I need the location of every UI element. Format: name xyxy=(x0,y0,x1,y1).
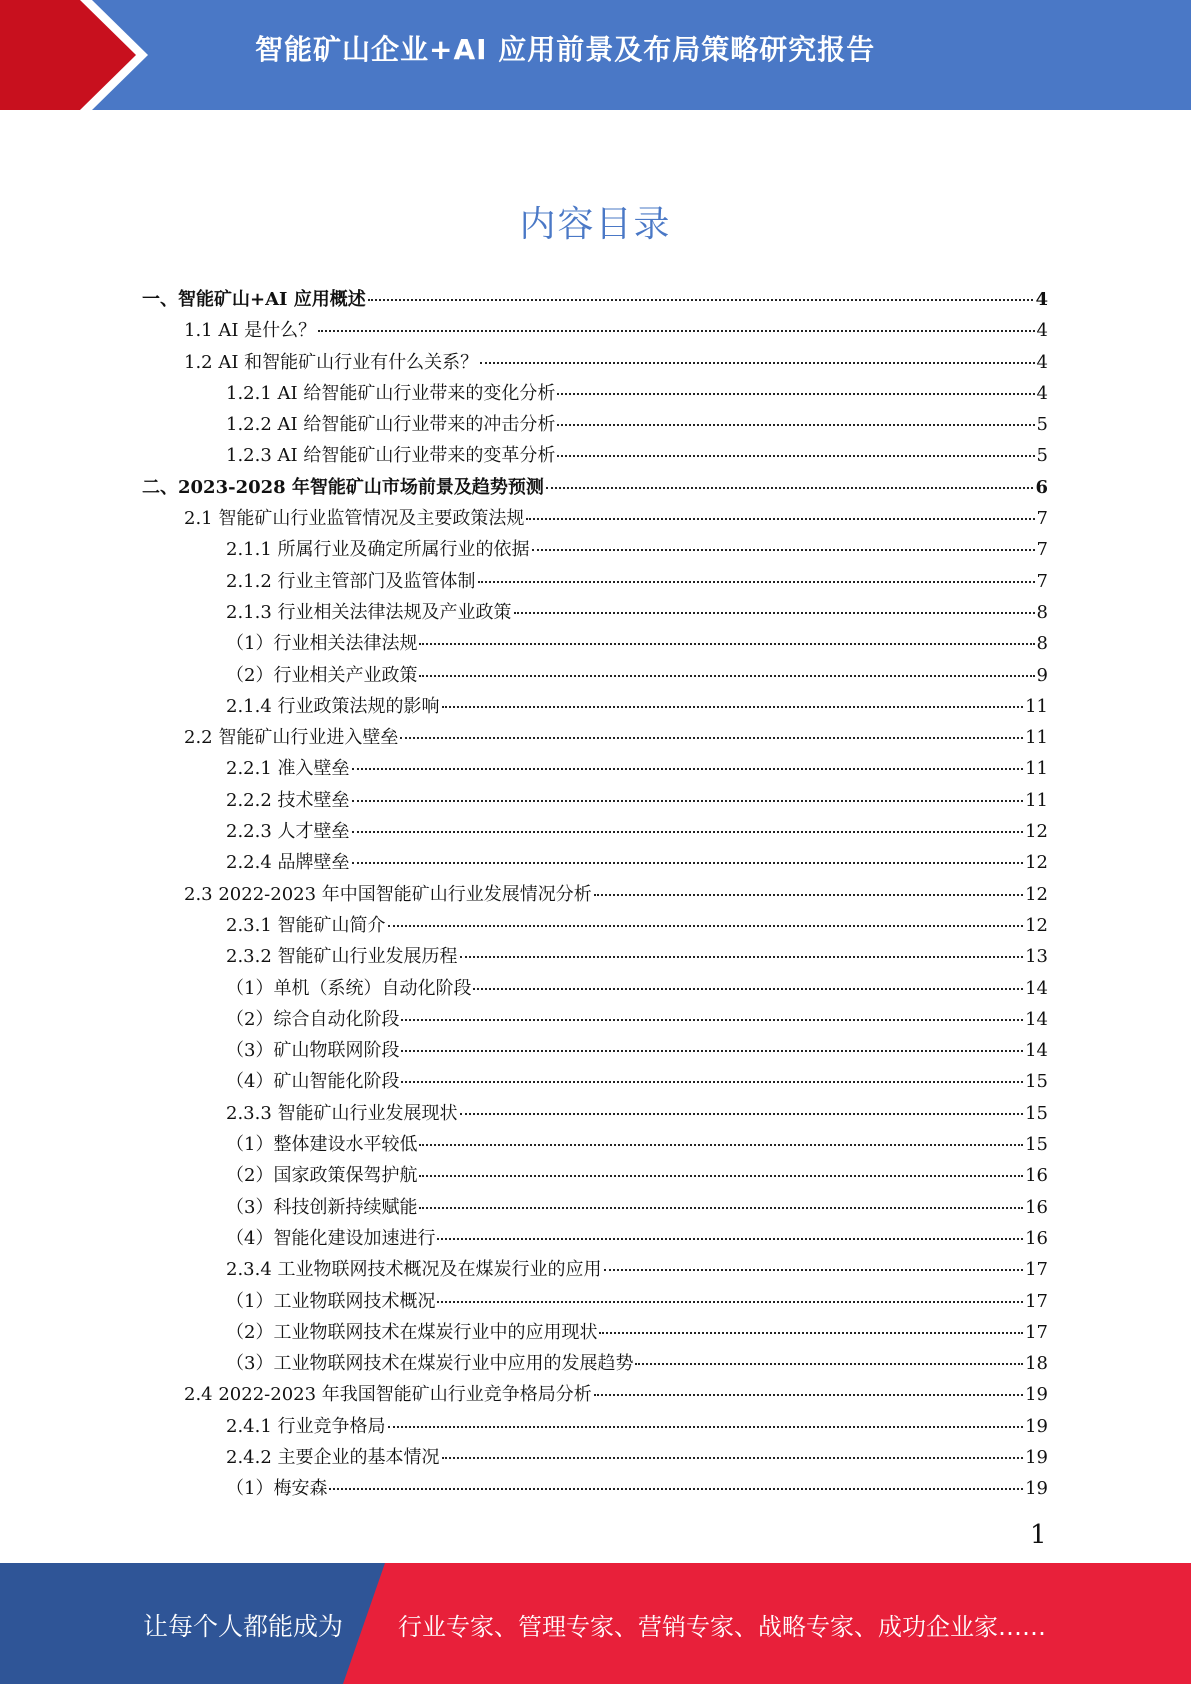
toc-entry-label: 1.2.1 AI 给智能矿山行业带来的变化分析 xyxy=(226,382,556,404)
toc-dot-leader xyxy=(419,1175,1023,1177)
toc-dot-leader xyxy=(557,393,1034,395)
toc-entry-label: （4）智能化建设加速进行 xyxy=(226,1227,436,1249)
toc-dot-leader xyxy=(401,1081,1023,1083)
toc-entry-label: （4）矿山智能化阶段 xyxy=(226,1071,400,1093)
toc-entry-label: 2.3.2 智能矿山行业发展历程 xyxy=(226,946,458,968)
toc-entry[interactable] xyxy=(142,754,1048,785)
toc-dot-leader xyxy=(532,549,1035,551)
toc-entry-page: 12 xyxy=(1025,821,1048,843)
toc-entry-label: （2）综合自动化阶段 xyxy=(226,1008,400,1030)
toc-entry-page: 9 xyxy=(1036,664,1048,686)
toc-entry[interactable] xyxy=(142,942,1048,973)
toc-dot-leader xyxy=(594,894,1023,896)
toc-title: 内容目录 xyxy=(519,204,672,245)
toc-entry-page: 8 xyxy=(1036,633,1048,655)
toc-entry-label: 1.2.2 AI 给智能矿山行业带来的冲击分析 xyxy=(226,414,556,436)
toc-entry-page: 6 xyxy=(1035,476,1048,498)
toc-entry-page: 4 xyxy=(1036,351,1048,373)
toc-entry[interactable] xyxy=(142,1380,1048,1411)
toc-dot-leader xyxy=(352,831,1024,833)
toc-entry[interactable] xyxy=(142,379,1048,410)
toc-entry-label: （2）国家政策保驾护航 xyxy=(226,1165,418,1187)
toc-dot-leader xyxy=(473,988,1023,990)
toc-entry-label: 2.1.4 行业政策法规的影响 xyxy=(226,695,440,717)
page-header xyxy=(0,0,1191,110)
page-footer xyxy=(0,1563,1191,1684)
toc-entry-label: （1）梅安森 xyxy=(226,1478,328,1500)
toc-entry-label: （3）工业物联网技术在煤炭行业中应用的发展趋势 xyxy=(226,1353,634,1375)
toc-entry[interactable] xyxy=(142,786,1048,817)
toc-entry[interactable] xyxy=(142,1099,1048,1130)
toc-entry-page: 17 xyxy=(1025,1290,1048,1312)
toc-entry-label: 2.4.2 主要企业的基本情况 xyxy=(226,1446,440,1468)
toc-entry-label: 2.2.4 品牌壁垒 xyxy=(226,852,350,874)
toc-entry-label: 2.2.2 技术壁垒 xyxy=(226,789,350,811)
toc-entry-page: 16 xyxy=(1025,1196,1048,1218)
toc-entry[interactable] xyxy=(142,1067,1048,1098)
toc-dot-leader xyxy=(514,612,1035,614)
toc-entry[interactable] xyxy=(142,1036,1048,1067)
toc-entry-label: 二、2023-2028 年智能矿山市场前景及趋势预测 xyxy=(142,476,544,498)
toc-dot-leader xyxy=(388,925,1024,927)
toc-dot-leader xyxy=(460,956,1024,958)
footer-slogan: 让每个人都能成为 xyxy=(143,1612,344,1641)
toc-dot-leader xyxy=(400,737,1023,739)
toc-entry[interactable] xyxy=(142,1287,1048,1318)
toc-entry-page: 12 xyxy=(1025,914,1048,936)
toc-dot-leader xyxy=(478,581,1035,583)
toc-entry[interactable] xyxy=(142,1161,1048,1192)
toc-entry[interactable] xyxy=(142,1443,1048,1474)
toc-entry-label: 2.2 智能矿山行业进入壁垒 xyxy=(184,727,399,749)
toc-dot-leader xyxy=(635,1363,1023,1365)
toc-dot-leader xyxy=(460,1113,1024,1115)
toc-entry-page: 19 xyxy=(1025,1415,1048,1437)
footer-roles: 行业专家、管理专家、营销专家、战略专家、成功企业家…… xyxy=(398,1613,1046,1641)
toc-entry-page: 16 xyxy=(1025,1165,1048,1187)
toc-dot-leader xyxy=(437,1238,1023,1240)
toc-entry-label: 2.2.1 准入壁垒 xyxy=(226,758,350,780)
toc-entry-label: 2.2.3 人才壁垒 xyxy=(226,821,350,843)
toc-entry[interactable] xyxy=(142,567,1048,598)
toc-entry-page: 14 xyxy=(1025,977,1048,999)
toc-dot-leader xyxy=(442,1457,1024,1459)
toc-dot-leader xyxy=(401,1050,1023,1052)
toc-entry-page: 16 xyxy=(1025,1227,1048,1249)
toc-dot-leader xyxy=(599,1332,1023,1334)
toc-entry-label: （2）行业相关产业政策 xyxy=(226,664,418,686)
toc-entry[interactable] xyxy=(142,473,1048,504)
toc-entry[interactable] xyxy=(142,535,1048,566)
toc-entry-page: 11 xyxy=(1025,695,1048,717)
toc-entry[interactable] xyxy=(142,504,1048,535)
toc-dot-leader xyxy=(419,1207,1023,1209)
toc-entry-page: 11 xyxy=(1025,758,1048,780)
toc-dot-leader xyxy=(594,1394,1023,1396)
toc-entry-page: 12 xyxy=(1025,883,1048,905)
toc-entry-label: （1）整体建设水平较低 xyxy=(226,1134,418,1156)
toc-dot-leader xyxy=(480,362,1034,364)
toc-entry[interactable] xyxy=(142,316,1048,347)
toc-entry-page: 11 xyxy=(1025,727,1048,749)
toc-dot-leader xyxy=(526,518,1034,520)
toc-entry-page: 15 xyxy=(1025,1134,1048,1156)
toc-entry-page: 7 xyxy=(1036,508,1048,530)
toc-entry-page: 19 xyxy=(1025,1446,1048,1468)
toc-entry-page: 4 xyxy=(1036,382,1048,404)
toc-dot-leader xyxy=(546,487,1034,489)
toc-dot-leader xyxy=(352,768,1024,770)
toc-entry[interactable] xyxy=(142,1193,1048,1224)
toc-entry-page: 7 xyxy=(1036,539,1048,561)
toc-entry[interactable] xyxy=(142,598,1048,629)
toc-entry-label: （1）行业相关法律法规 xyxy=(226,633,418,655)
toc-entry-label: 2.1.3 行业相关法律法规及产业政策 xyxy=(226,601,512,623)
toc-dot-leader xyxy=(352,862,1024,864)
toc-dot-leader xyxy=(557,424,1034,426)
toc-entry[interactable] xyxy=(142,880,1048,911)
toc-entry-label: 2.1.2 行业主管部门及监管体制 xyxy=(226,570,476,592)
toc-entry-page: 15 xyxy=(1025,1102,1048,1124)
toc-entry-page: 8 xyxy=(1036,601,1048,623)
toc-entry-page: 5 xyxy=(1036,414,1048,436)
toc-entry[interactable] xyxy=(142,285,1048,316)
toc-dot-leader xyxy=(352,800,1024,802)
toc-entry-label: 1.2 AI 和智能矿山行业有什么关系？ xyxy=(184,351,479,373)
toc-entry-label: 1.1 AI 是什么？ xyxy=(184,320,317,342)
toc-entry-page: 17 xyxy=(1025,1321,1048,1343)
toc-entry-page: 7 xyxy=(1036,570,1048,592)
toc-entry-page: 5 xyxy=(1036,445,1048,467)
toc-entry-label: 2.3.3 智能矿山行业发展现状 xyxy=(226,1102,458,1124)
toc-entry[interactable] xyxy=(142,848,1048,879)
toc-entry[interactable] xyxy=(142,817,1048,848)
toc-entry[interactable] xyxy=(142,348,1048,379)
toc-dot-leader xyxy=(442,706,1024,708)
toc-entry-label: （3）科技创新持续赋能 xyxy=(226,1196,418,1218)
toc-entry[interactable] xyxy=(142,911,1048,942)
toc-entry[interactable] xyxy=(142,441,1048,472)
toc-entry[interactable] xyxy=(142,723,1048,754)
toc-entry[interactable] xyxy=(142,974,1048,1005)
toc-entry[interactable] xyxy=(142,629,1048,660)
toc-entry-page: 19 xyxy=(1025,1384,1048,1406)
toc-entry-page: 19 xyxy=(1025,1478,1048,1500)
toc-entry[interactable] xyxy=(142,1130,1048,1161)
toc-dot-leader xyxy=(604,1269,1024,1271)
toc-dot-leader xyxy=(388,1426,1024,1428)
toc-entry[interactable] xyxy=(142,1474,1048,1505)
toc-entry-page: 4 xyxy=(1036,320,1048,342)
toc-entry-label: （1）工业物联网技术概况 xyxy=(226,1290,436,1312)
toc-dot-leader xyxy=(419,675,1034,677)
toc-entry-label: 一、智能矿山+AI 应用概述 xyxy=(142,289,366,310)
toc-entry[interactable] xyxy=(142,1224,1048,1255)
toc-entry-label: （2）工业物联网技术在煤炭行业中的应用现状 xyxy=(226,1321,598,1343)
toc-entry-page: 18 xyxy=(1025,1353,1048,1375)
toc-entry[interactable] xyxy=(142,692,1048,723)
toc-entry-label: 2.3 2022-2023 年中国智能矿山行业发展情况分析 xyxy=(184,883,592,905)
toc-entry-label: 2.4 2022-2023 年我国智能矿山行业竞争格局分析 xyxy=(184,1384,592,1406)
page-number: 1 xyxy=(1030,1520,1047,1550)
toc-entry-page: 17 xyxy=(1025,1259,1048,1281)
toc-entry[interactable] xyxy=(142,661,1048,692)
table-of-contents xyxy=(142,285,1048,1506)
header-title: 智能矿山企业+AI 应用前景及布局策略研究报告 xyxy=(255,33,876,66)
toc-entry-label: 2.1 智能矿山行业监管情况及主要政策法规 xyxy=(184,508,525,530)
toc-entry-label: 2.3.1 智能矿山简介 xyxy=(226,914,386,936)
toc-entry[interactable] xyxy=(142,1318,1048,1349)
toc-dot-leader xyxy=(419,1144,1023,1146)
toc-dot-leader xyxy=(419,643,1034,645)
toc-dot-leader xyxy=(329,1488,1023,1490)
toc-entry-page: 15 xyxy=(1025,1071,1048,1093)
toc-dot-leader xyxy=(557,455,1034,457)
toc-entry-page: 11 xyxy=(1025,789,1048,811)
toc-entry-label: 2.3.4 工业物联网技术概况及在煤炭行业的应用 xyxy=(226,1259,602,1281)
toc-entry-page: 14 xyxy=(1025,1040,1048,1062)
toc-entry-label: （1）单机（系统）自动化阶段 xyxy=(226,977,472,999)
toc-dot-leader xyxy=(437,1301,1023,1303)
toc-entry-page: 12 xyxy=(1025,852,1048,874)
toc-entry[interactable] xyxy=(142,410,1048,441)
toc-entry[interactable] xyxy=(142,1349,1048,1380)
toc-entry-page: 14 xyxy=(1025,1008,1048,1030)
toc-entry[interactable] xyxy=(142,1255,1048,1286)
toc-entry-label: 2.1.1 所属行业及确定所属行业的依据 xyxy=(226,539,530,561)
toc-entry-label: （3）矿山物联网阶段 xyxy=(226,1040,400,1062)
toc-entry-page: 4 xyxy=(1035,289,1048,310)
toc-entry[interactable] xyxy=(142,1005,1048,1036)
toc-entry-page: 13 xyxy=(1025,946,1048,968)
toc-entry-label: 1.2.3 AI 给智能矿山行业带来的变革分析 xyxy=(226,445,556,467)
toc-entry-label: 2.4.1 行业竞争格局 xyxy=(226,1415,386,1437)
toc-dot-leader xyxy=(368,299,1034,301)
toc-entry[interactable] xyxy=(142,1412,1048,1443)
toc-dot-leader xyxy=(318,330,1034,332)
toc-dot-leader xyxy=(401,1019,1023,1021)
